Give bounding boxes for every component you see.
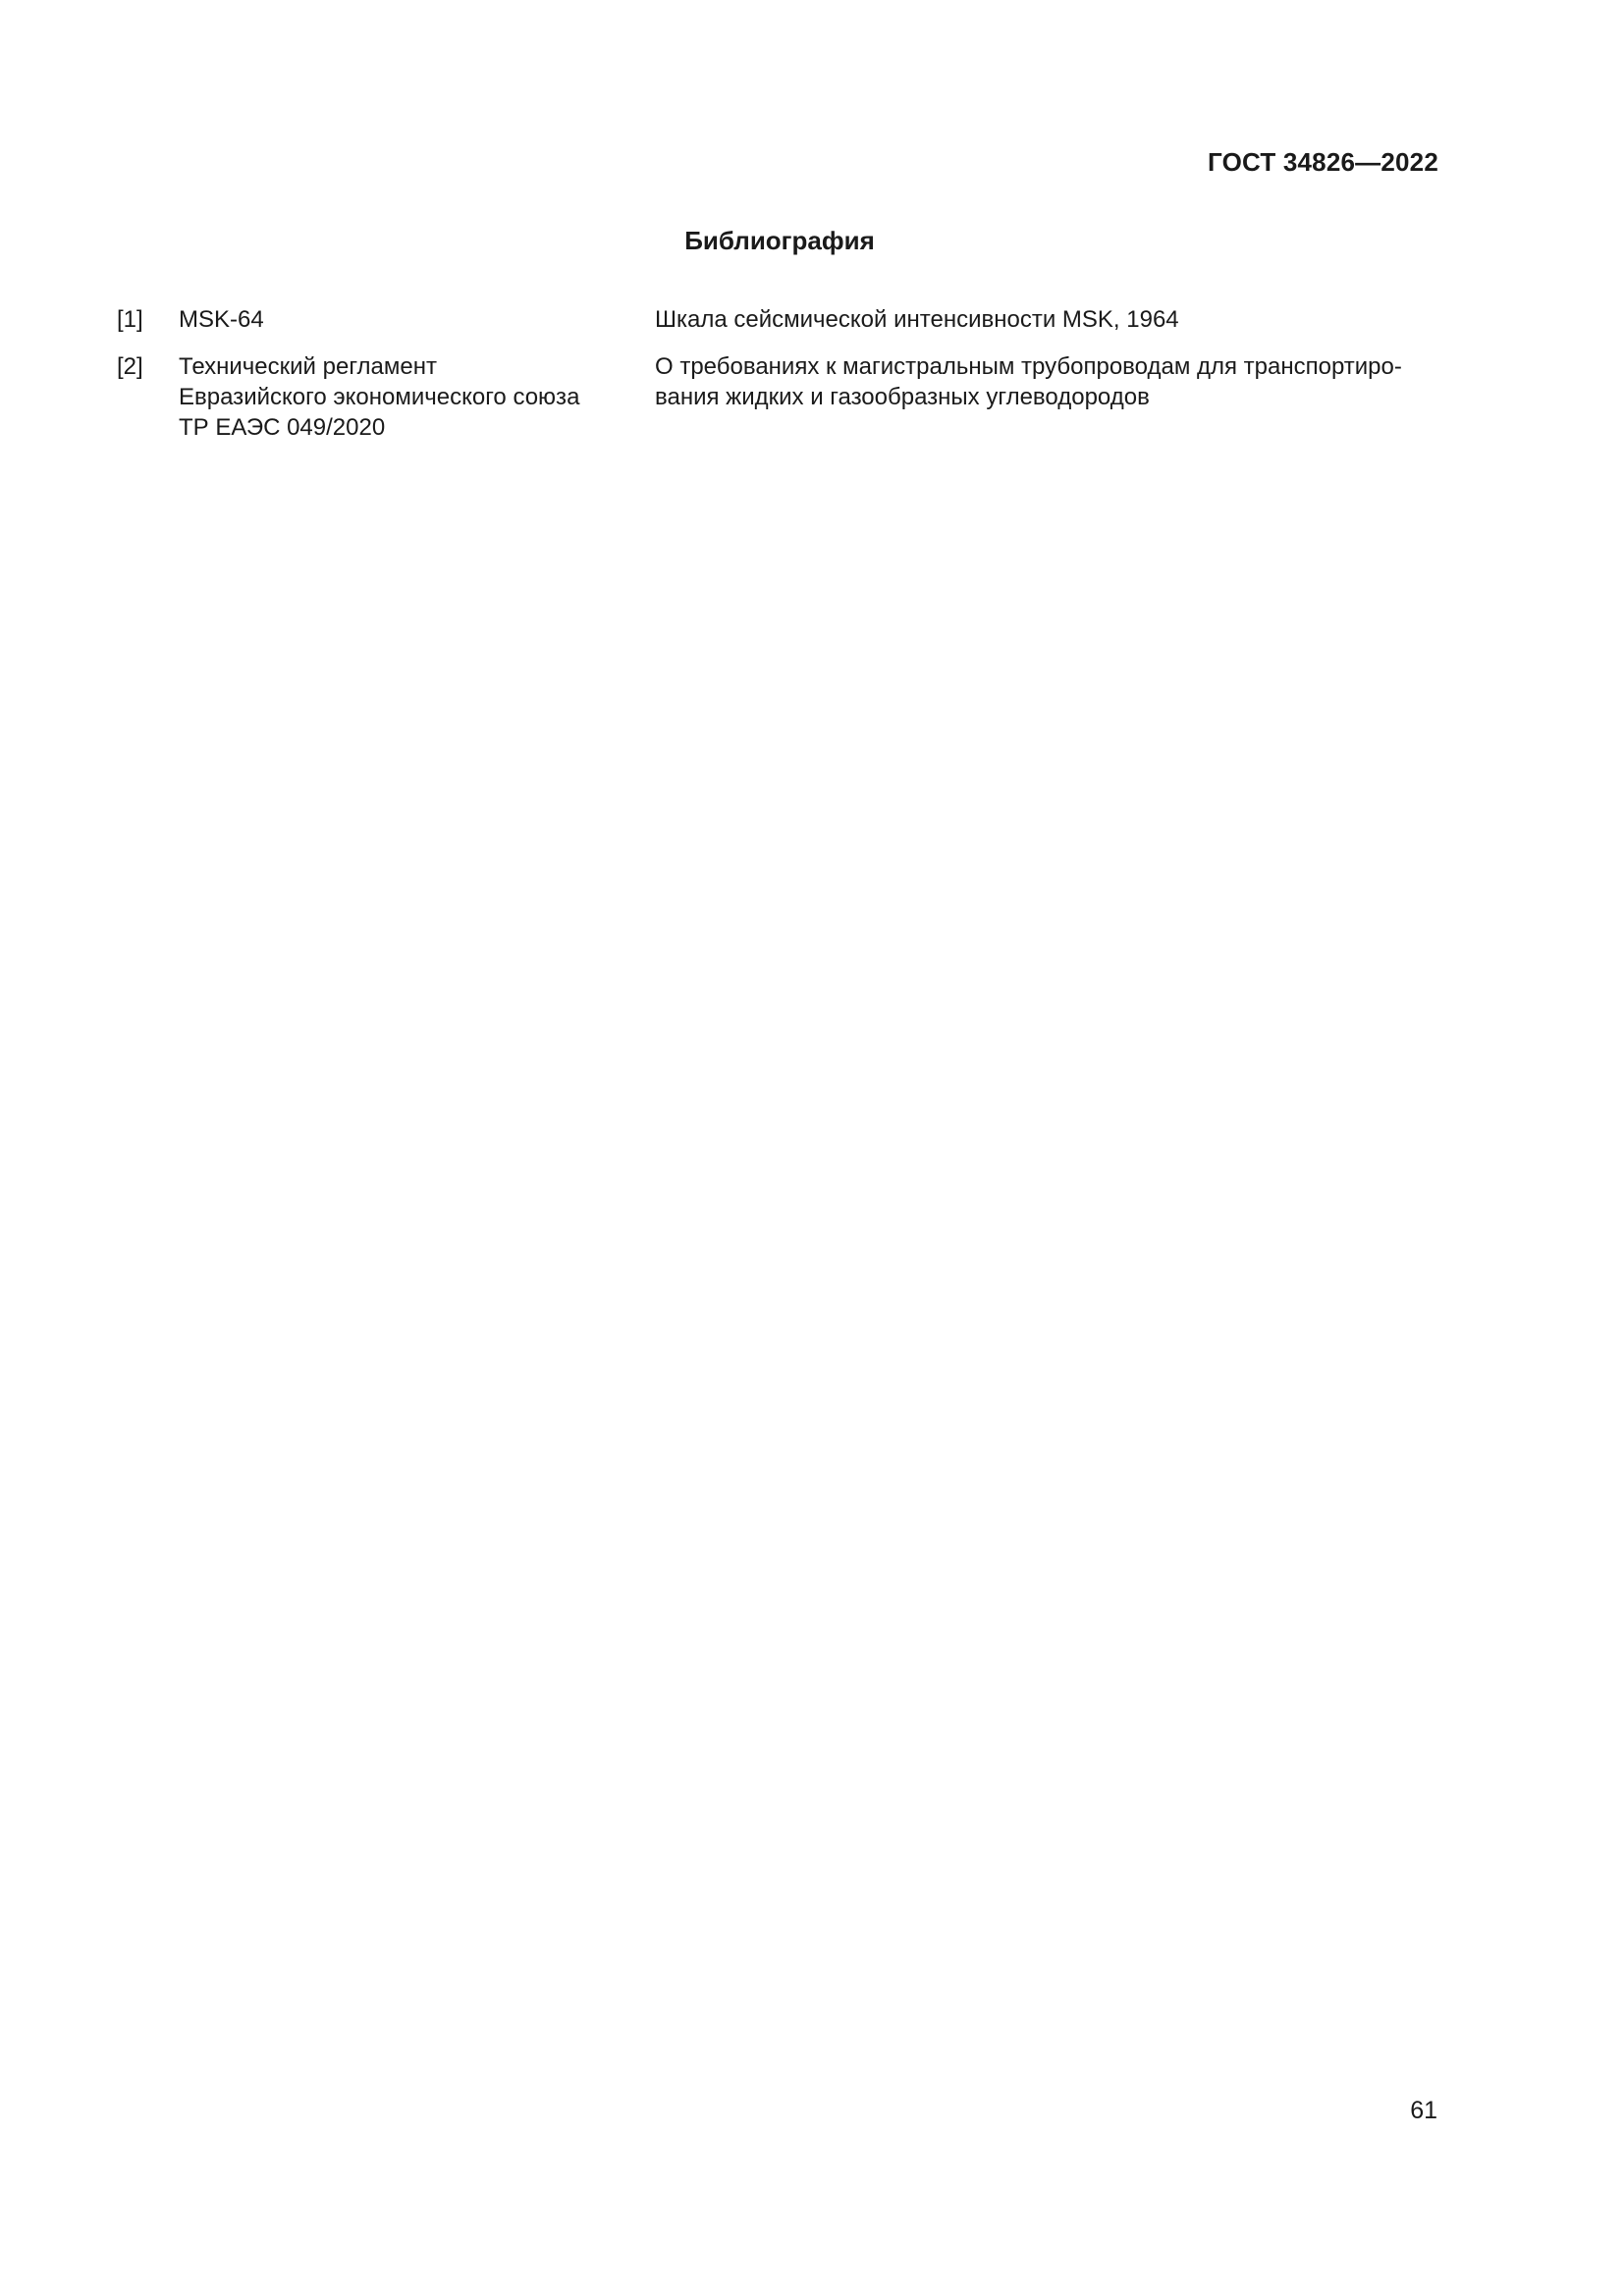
section-title: Библиография: [684, 226, 875, 255]
description-line: вания жидких и газообразных углеводородов: [655, 384, 1150, 410]
document-standard-code: ГОСТ 34826—2022: [1208, 147, 1438, 177]
bibliography-entry-number: [2]: [117, 353, 143, 380]
bibliography-entry: [117, 351, 1438, 443]
bibliography-entry: [117, 304, 1438, 335]
bibliography-entry-reference: [179, 304, 655, 335]
reference-line: Евразийского экономического союза: [179, 384, 580, 410]
reference-line: MSK-64: [179, 306, 264, 333]
description-line: Шкала сейсмической интенсивности MSK, 1964: [655, 306, 1179, 333]
bibliography-entry-number: [1]: [117, 306, 143, 333]
page-number: 61: [1410, 2097, 1437, 2124]
bibliography-list: [117, 304, 1438, 459]
bibliography-entry-description: [655, 304, 1438, 335]
bibliography-entry-description: [655, 351, 1438, 412]
description-line: О требованиях к магистральным трубопроводам для транспортиро-: [655, 353, 1402, 380]
reference-line: Технический регламент: [179, 353, 437, 380]
reference-line: ТР ЕАЭС 049/2020: [179, 414, 386, 441]
bibliography-entry-reference: [179, 351, 655, 443]
